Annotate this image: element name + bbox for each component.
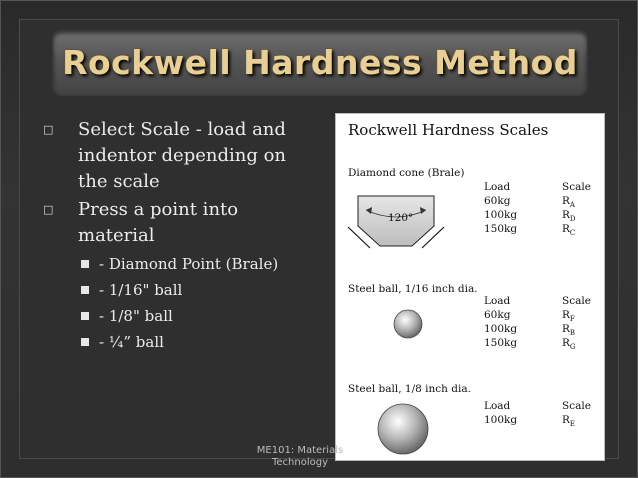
slide-footer: ME101: Materials Technology — [256, 445, 344, 468]
square-bullet-icon — [81, 286, 89, 294]
scale-value: $R_G$ — [562, 337, 576, 351]
load-value: 150kg — [484, 337, 518, 349]
scale-value: $R_C$ — [562, 223, 576, 237]
scale-header: Scale — [562, 181, 591, 193]
sub-bullet-text: - 1/8" ball — [99, 307, 173, 325]
bullet-list — [43, 117, 313, 355]
large-ball-icon — [378, 404, 428, 454]
load-value: 150kg — [484, 223, 518, 235]
load-header: Load — [484, 181, 511, 193]
load-value: 60kg — [484, 309, 511, 321]
small-ball-icon — [394, 310, 422, 338]
bullet-marker-icon: □ — [43, 123, 54, 136]
scale-value: $R_A$ — [562, 195, 575, 209]
sub-bullet-item — [43, 277, 313, 303]
slide-title: Rockwell Hardness Method — [62, 43, 578, 82]
load-header: Load — [484, 400, 511, 412]
sub-bullet-item — [43, 329, 313, 355]
square-bullet-icon — [81, 312, 89, 320]
bullet-item — [43, 117, 313, 195]
load-value: 100kg — [484, 414, 518, 426]
bullet-text: Press a point into material — [78, 199, 239, 246]
load-header: Load — [484, 295, 511, 307]
sub-bullet-text: - ¼” ball — [99, 333, 164, 351]
scale-header: Scale — [562, 400, 591, 412]
scale-value: $R_D$ — [562, 209, 576, 223]
load-value: 100kg — [484, 323, 518, 335]
sub-bullet-text: - Diamond Point (Brale) — [99, 255, 279, 273]
ball16-caption: Steel ball, 1/16 inch dia. — [348, 283, 478, 295]
scale-value: $R_E$ — [562, 414, 576, 428]
cone-angle-label: 120° — [388, 212, 414, 224]
sub-bullet-item — [43, 303, 313, 329]
sub-bullet-text: - 1/16" ball — [99, 281, 183, 299]
bullet-marker-icon: □ — [43, 203, 54, 216]
figure-title: Rockwell Hardness Scales — [348, 121, 549, 139]
load-value: 60kg — [484, 195, 511, 207]
sub-bullet-item — [43, 251, 313, 277]
square-bullet-icon — [81, 260, 89, 268]
figure-drawing — [336, 114, 604, 460]
diamond-caption: Diamond cone (Brale) — [348, 167, 465, 179]
rockwell-scales-figure — [335, 113, 605, 461]
scale-header: Scale — [562, 295, 591, 307]
square-bullet-icon — [81, 338, 89, 346]
bullet-item — [43, 197, 313, 249]
scale-value: $R_F$ — [562, 309, 575, 323]
scale-value: $R_B$ — [562, 323, 576, 337]
bullet-text: Select Scale - load and indentor depending on the scale — [78, 119, 287, 192]
load-value: 100kg — [484, 209, 518, 221]
ball8-caption: Steel ball, 1/8 inch dia. — [348, 383, 471, 395]
